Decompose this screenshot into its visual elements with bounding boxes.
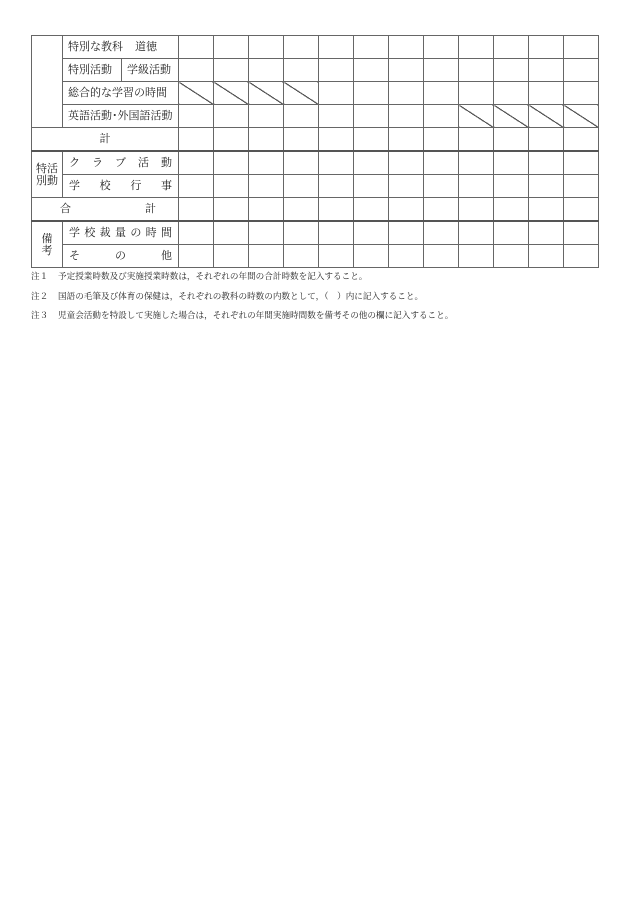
cell[interactable]: [249, 221, 284, 245]
cell[interactable]: [494, 175, 529, 198]
notes: [31, 268, 611, 327]
cell[interactable]: [179, 105, 214, 128]
cell[interactable]: [249, 151, 284, 175]
cell[interactable]: [389, 245, 424, 268]
cell[interactable]: [354, 175, 389, 198]
other-label: [63, 245, 179, 268]
row-school-events: [32, 175, 599, 198]
cell[interactable]: [249, 105, 284, 128]
cell[interactable]: [459, 151, 494, 175]
disabled-cell: [494, 105, 529, 128]
cell[interactable]: [354, 221, 389, 245]
row-discretionary: [32, 221, 599, 245]
cell[interactable]: [494, 151, 529, 175]
cell[interactable]: [319, 221, 354, 245]
remarks-line2: 考: [41, 243, 53, 257]
moral-label-left: 特別な教科: [68, 40, 123, 53]
note-text: 予定授業時数及び実施授業時数は，それぞれの年間の合計時数を記入すること。: [58, 272, 368, 282]
cell[interactable]: [354, 245, 389, 268]
cell[interactable]: [389, 151, 424, 175]
row-special-activity: [32, 59, 599, 82]
cell[interactable]: [354, 59, 389, 82]
cell[interactable]: [214, 59, 249, 82]
special-group-line2: 別動: [36, 173, 58, 187]
subtotal-label: 計: [32, 128, 179, 152]
disabled-cell: [564, 105, 599, 128]
disc-char: 裁: [99, 226, 111, 239]
group-blank-cell: [32, 36, 63, 128]
cell[interactable]: [284, 128, 319, 152]
cell[interactable]: [459, 128, 494, 152]
disc-char: 間: [160, 226, 172, 239]
note-label: 注１: [31, 272, 49, 282]
grand-total-char: 計: [145, 202, 156, 215]
cell[interactable]: [459, 245, 494, 268]
club-char: ク: [69, 156, 80, 169]
cell[interactable]: [284, 59, 319, 82]
row-integrated-study: [32, 82, 599, 105]
disabled-cell: [214, 82, 249, 105]
cell[interactable]: [424, 175, 459, 198]
cell[interactable]: [319, 105, 354, 128]
note-label: 注２: [31, 291, 49, 302]
cell[interactable]: [459, 198, 494, 222]
cell[interactable]: [354, 82, 389, 105]
cell[interactable]: [389, 198, 424, 222]
club-char: 動: [161, 156, 172, 169]
cell[interactable]: [214, 128, 249, 152]
cell[interactable]: [319, 175, 354, 198]
cell[interactable]: [284, 221, 319, 245]
note-label: 注３: [31, 311, 49, 321]
events-char: 行: [130, 179, 142, 192]
cell[interactable]: [529, 198, 564, 222]
cell[interactable]: [529, 82, 564, 105]
cell[interactable]: [214, 105, 249, 128]
cell[interactable]: [424, 128, 459, 152]
cell[interactable]: [214, 198, 249, 222]
other-char: そ: [69, 249, 80, 262]
cell[interactable]: [494, 59, 529, 82]
events-char: 事: [160, 179, 172, 192]
cell[interactable]: [179, 128, 214, 152]
cell[interactable]: [564, 245, 599, 268]
cell[interactable]: [529, 221, 564, 245]
row-subtotal: [32, 128, 599, 152]
class-activity-label: 学級活動: [122, 59, 179, 82]
note-text: 国語の毛筆及び体育の保健は，それぞれの教科の時数の内数として，（ ）内に記入すること。: [58, 291, 424, 302]
cell[interactable]: [249, 59, 284, 82]
cell[interactable]: [249, 198, 284, 222]
cell[interactable]: [529, 175, 564, 198]
cell[interactable]: [389, 82, 424, 105]
cell[interactable]: [389, 175, 424, 198]
cell[interactable]: [249, 175, 284, 198]
events-char: 校: [99, 179, 111, 192]
cell[interactable]: [319, 128, 354, 152]
cell[interactable]: [179, 36, 214, 59]
cell[interactable]: [284, 36, 319, 59]
cell[interactable]: [179, 198, 214, 222]
cell[interactable]: [564, 36, 599, 59]
school-events-label: [63, 175, 179, 198]
cell[interactable]: [424, 151, 459, 175]
disc-char: 校: [84, 226, 96, 239]
disc-char: の: [130, 226, 142, 239]
disabled-cell: [529, 105, 564, 128]
cell[interactable]: [424, 105, 459, 128]
row-english: [32, 105, 599, 128]
cell[interactable]: [389, 59, 424, 82]
cell[interactable]: [459, 175, 494, 198]
cell[interactable]: [284, 105, 319, 128]
cell[interactable]: [354, 36, 389, 59]
cell[interactable]: [249, 36, 284, 59]
disabled-cell: [249, 82, 284, 105]
club-label: [63, 151, 179, 175]
other-char: 他: [161, 249, 172, 262]
cell[interactable]: [529, 128, 564, 152]
cell[interactable]: [284, 151, 319, 175]
cell[interactable]: [319, 198, 354, 222]
cell[interactable]: [564, 151, 599, 175]
cell[interactable]: [424, 82, 459, 105]
cell[interactable]: [179, 175, 214, 198]
cell[interactable]: [179, 151, 214, 175]
cell[interactable]: [529, 59, 564, 82]
cell[interactable]: [249, 245, 284, 268]
club-char: ブ: [115, 156, 126, 169]
cell[interactable]: [214, 151, 249, 175]
cell[interactable]: [424, 198, 459, 222]
cell[interactable]: [214, 221, 249, 245]
cell[interactable]: [284, 198, 319, 222]
cell[interactable]: [494, 198, 529, 222]
cell[interactable]: [494, 82, 529, 105]
special-activity-label: 特別活動: [63, 59, 122, 82]
cell[interactable]: [179, 245, 214, 268]
special-group-line1: 特活: [36, 161, 58, 175]
cell[interactable]: [284, 245, 319, 268]
grand-total-char: 合: [60, 202, 71, 215]
cell[interactable]: [389, 128, 424, 152]
cell[interactable]: [564, 128, 599, 152]
grand-total-label: [32, 198, 179, 222]
cell[interactable]: [459, 82, 494, 105]
cell[interactable]: [459, 36, 494, 59]
cell[interactable]: [564, 221, 599, 245]
cell[interactable]: [354, 128, 389, 152]
cell[interactable]: [354, 151, 389, 175]
row-club: [32, 151, 599, 175]
moral-label: [63, 36, 179, 59]
disc-char: 学: [69, 226, 80, 239]
cell[interactable]: [319, 245, 354, 268]
cell[interactable]: [424, 36, 459, 59]
cell[interactable]: [424, 221, 459, 245]
cell[interactable]: [354, 105, 389, 128]
cell[interactable]: [319, 36, 354, 59]
cell[interactable]: [284, 175, 319, 198]
disabled-cell: [459, 105, 494, 128]
club-char: ラ: [92, 156, 103, 169]
cell[interactable]: [179, 59, 214, 82]
english-label: 英語活動･外国語活動: [63, 105, 179, 128]
cell[interactable]: [424, 245, 459, 268]
cell[interactable]: [214, 36, 249, 59]
cell[interactable]: [529, 151, 564, 175]
events-char: 学: [69, 179, 80, 192]
cell[interactable]: [529, 245, 564, 268]
cell[interactable]: [389, 221, 424, 245]
disabled-cell: [284, 82, 319, 105]
cell[interactable]: [389, 105, 424, 128]
cell[interactable]: [459, 221, 494, 245]
note-2: [31, 288, 611, 308]
club-char: 活: [138, 156, 149, 169]
cell[interactable]: [319, 59, 354, 82]
discretionary-label: [63, 221, 179, 245]
remarks-group-label: [32, 221, 63, 268]
special-group-label: [32, 151, 63, 198]
cell[interactable]: [214, 245, 249, 268]
cell[interactable]: [249, 128, 284, 152]
note-3: [31, 307, 611, 327]
cell[interactable]: [564, 59, 599, 82]
cell[interactable]: [494, 36, 529, 59]
cell[interactable]: [564, 175, 599, 198]
other-char: の: [115, 249, 126, 262]
cell[interactable]: [564, 82, 599, 105]
remarks-line1: 備: [41, 231, 53, 245]
cell[interactable]: [494, 128, 529, 152]
cell[interactable]: [319, 151, 354, 175]
row-moral: [32, 36, 599, 59]
disc-char: 量: [114, 226, 126, 239]
cell[interactable]: [389, 36, 424, 59]
cell[interactable]: [564, 198, 599, 222]
disc-char: 時: [145, 226, 157, 239]
note-1: [31, 268, 611, 288]
row-other: [32, 245, 599, 268]
cell[interactable]: [214, 175, 249, 198]
disabled-cell: [179, 82, 214, 105]
integrated-study-label: 総合的な学習の時間: [63, 82, 179, 105]
cell[interactable]: [459, 59, 494, 82]
cell[interactable]: [529, 36, 564, 59]
cell[interactable]: [494, 245, 529, 268]
cell[interactable]: [494, 221, 529, 245]
row-grand-total: [32, 198, 599, 222]
hours-table: [31, 35, 599, 268]
cell[interactable]: [354, 198, 389, 222]
moral-label-right: 道徳: [135, 40, 157, 53]
cell[interactable]: [319, 82, 354, 105]
note-text: 児童会活動を特設して実施した場合は，それぞれの年間実施時間数を備考その他の欄に記入すること。: [58, 311, 454, 321]
cell[interactable]: [424, 59, 459, 82]
cell[interactable]: [179, 221, 214, 245]
